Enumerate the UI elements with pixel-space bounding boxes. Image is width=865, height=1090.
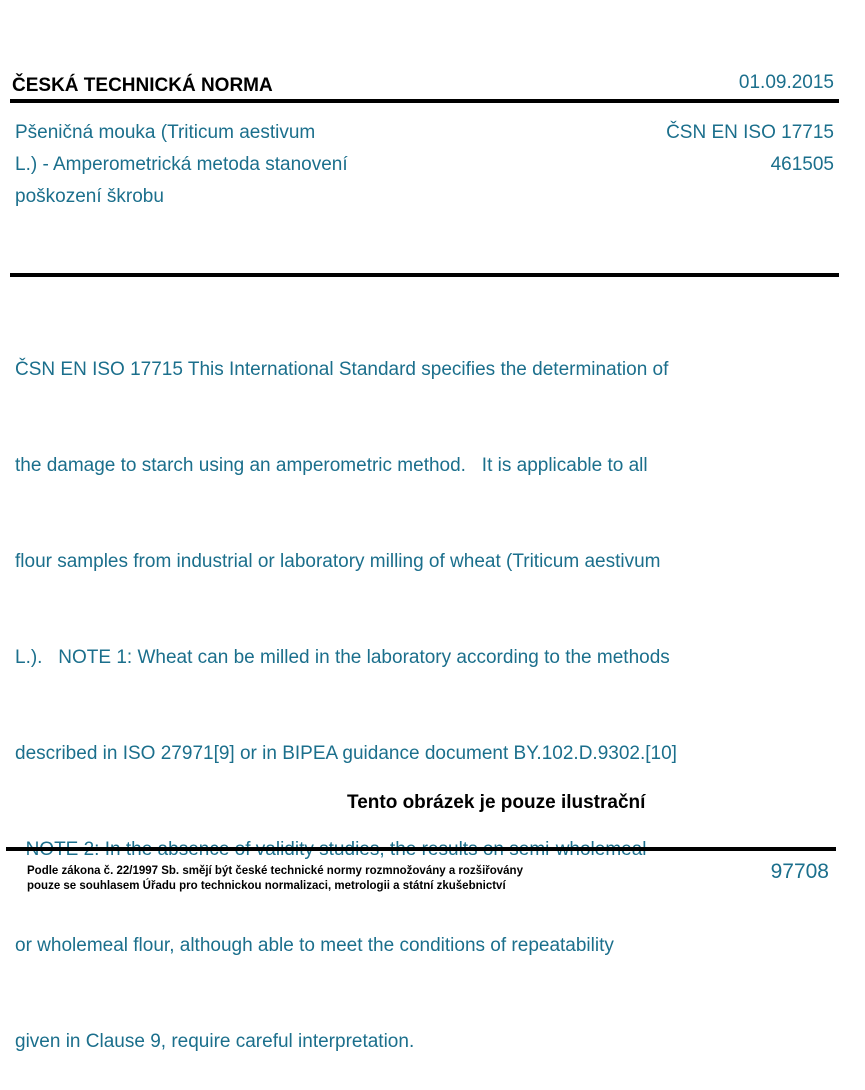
header-divider <box>10 99 839 103</box>
document-title-line: poškození škrobu <box>15 186 164 207</box>
footer-divider <box>6 847 836 851</box>
title-divider <box>10 273 839 277</box>
abstract-line: described in ISO 27971[9] or in BIPEA guidance document BY.102.D.9302.[10] <box>15 743 677 764</box>
abstract-line: the damage to starch using an amperometric method. It is applicable to all <box>15 455 648 476</box>
abstract-line: L.). NOTE 1: Wheat can be milled in the laboratory according to the methods <box>15 647 670 668</box>
standard-identifiers <box>666 117 834 181</box>
document-title <box>15 117 415 213</box>
footer-legal-line: pouze se souhlasem Úřadu pro technickou normalizaci, metrologii a státní zkušebnictví <box>27 880 506 892</box>
abstract-line: or wholemeal flour, although able to meet the conditions of repeatability <box>15 935 614 956</box>
footer-legal-line: Podle zákona č. 22/1997 Sb. smějí být české technické normy rozmnožovány a rozšiřovány <box>27 865 523 877</box>
abstract <box>15 290 785 1090</box>
classification-code: 461505 <box>770 154 834 175</box>
document-title-line: L.) - Amperometrická metoda stanovení <box>15 154 348 175</box>
document-title-line: Pšeničná mouka (Triticum aestivum <box>15 122 316 143</box>
illustration-note: Tento obrázek je pouze ilustrační <box>347 792 646 813</box>
abstract-line: ČSN EN ISO 17715 This International Standard specifies the determination of <box>15 359 669 380</box>
standard-number: ČSN EN ISO 17715 <box>666 122 834 143</box>
abstract-line: given in Clause 9, require careful interpretation. <box>15 1031 415 1052</box>
header-title: ČESKÁ TECHNICKÁ NORMA <box>12 75 273 96</box>
publication-date: 01.09.2015 <box>738 72 834 93</box>
footer-code: 97708 <box>770 860 829 883</box>
footer-legal-notice <box>27 864 523 894</box>
abstract-line: flour samples from industrial or laboratory milling of wheat (Triticum aestivum <box>15 551 661 572</box>
